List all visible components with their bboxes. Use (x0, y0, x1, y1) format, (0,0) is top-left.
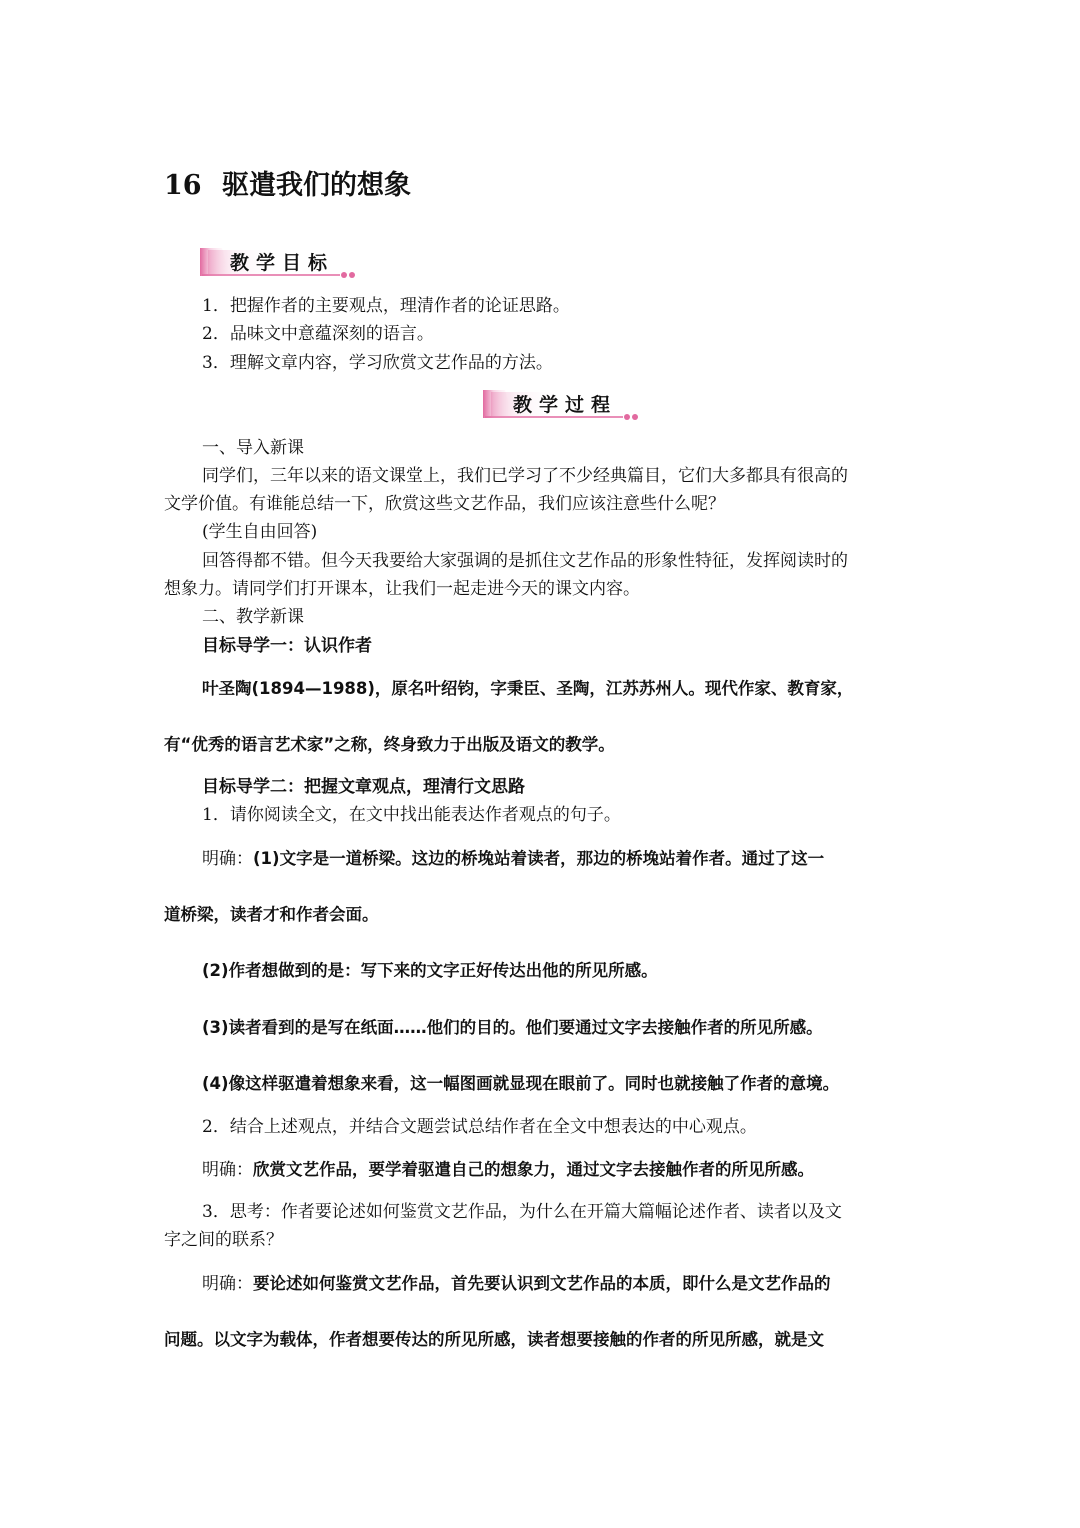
section-badge-process (483, 386, 643, 422)
objective-item: 3．理解文章内容，学习欣赏文艺作品的方法。 (202, 353, 553, 373)
answer-line (202, 1272, 831, 1296)
paragraph-line: 回答得都不错。但今天我要给大家强调的是抓住文艺作品的形象性特征，发挥阅读时的 (202, 551, 848, 571)
question-line: 2．结合上述观点，并结合文题尝试总结作者在全文中想表达的中心观点。 (202, 1117, 757, 1137)
author-line: 有“优秀的语言艺术家”之称，终身致力于出版及语文的教学。 (164, 735, 615, 754)
question-line: 1．请你阅读全文，在文中找出能表达作者观点的句子。 (202, 805, 621, 825)
section-heading: 二、教学新课 (202, 607, 304, 627)
paragraph-line: 想象力。请同学们打开课本，让我们一起走进今天的课文内容。 (164, 579, 640, 599)
answer-label: 明确： (202, 1274, 253, 1294)
answer-line: 道桥梁，读者才和作者会面。 (164, 905, 379, 924)
answer-text: 欣赏文艺作品，要学着驱遣自己的想象力，通过文字去接触作者的所见所感。 (253, 1160, 814, 1179)
answer-line (202, 847, 824, 871)
badge-label: 教学过程 (513, 394, 618, 416)
answer-label: 明确： (202, 1160, 253, 1180)
answer-text: 要论述如何鉴赏文艺作品，首先要认识到文艺作品的本质，即什么是文艺作品的 (253, 1274, 831, 1293)
lesson-number: 16 (164, 170, 202, 201)
answer-line: (4)像这样驱遣着想象来看，这一幅图画就显现在眼前了。同时也就接触了作者的意境。 (202, 1074, 840, 1093)
answer-line: 问题。以文字为载体，作者想要传达的所见所感，读者想要接触的作者的所见所感，就是文 (164, 1330, 824, 1349)
question-line: 3．思考：作者要论述如何鉴赏文艺作品，为什么在开篇大篇幅论述作者、读者以及文 (202, 1202, 842, 1222)
section-heading: 一、导入新课 (202, 438, 304, 458)
page-title (164, 163, 411, 202)
lesson-title: 驱遣我们的想象 (222, 170, 411, 201)
author-line: 叶圣陶(1894—1988)，原名叶绍钧，字秉臣、圣陶，江苏苏州人。现代作家、教育家， (202, 679, 854, 698)
goal-heading: 目标导学二：把握文章观点，理清行文思路 (202, 777, 525, 797)
badge-label: 教学目标 (230, 252, 335, 274)
section-badge-objectives (200, 244, 360, 280)
objective-item: 1．把握作者的主要观点，理清作者的论证思路。 (202, 296, 570, 316)
paragraph-line: 文学价值。有谁能总结一下，欣赏这些文艺作品，我们应该注意些什么呢？ (164, 494, 725, 514)
answer-line: (2)作者想做到的是：写下来的文字正好传达出他的所见所感。 (202, 961, 658, 980)
answer-label: 明确： (202, 849, 253, 869)
objective-item: 2．品味文中意蕴深刻的语言。 (202, 324, 434, 344)
answer-line: (3)读者看到的是写在纸面……他们的目的。他们要通过文字去接触作者的所见所感。 (202, 1018, 823, 1037)
paragraph-line: 同学们，三年以来的语文课堂上，我们已学习了不少经典篇目，它们大多都具有很高的 (202, 466, 848, 486)
answer-text: (1)文字是一道桥梁。这边的桥堍站着读者，那边的桥堍站着作者。通过了这一 (253, 849, 825, 868)
paragraph-line: (学生自由回答) (202, 522, 318, 542)
goal-heading: 目标导学一：认识作者 (202, 636, 372, 656)
question-line: 字之间的联系？ (164, 1230, 283, 1250)
answer-line (202, 1158, 814, 1182)
